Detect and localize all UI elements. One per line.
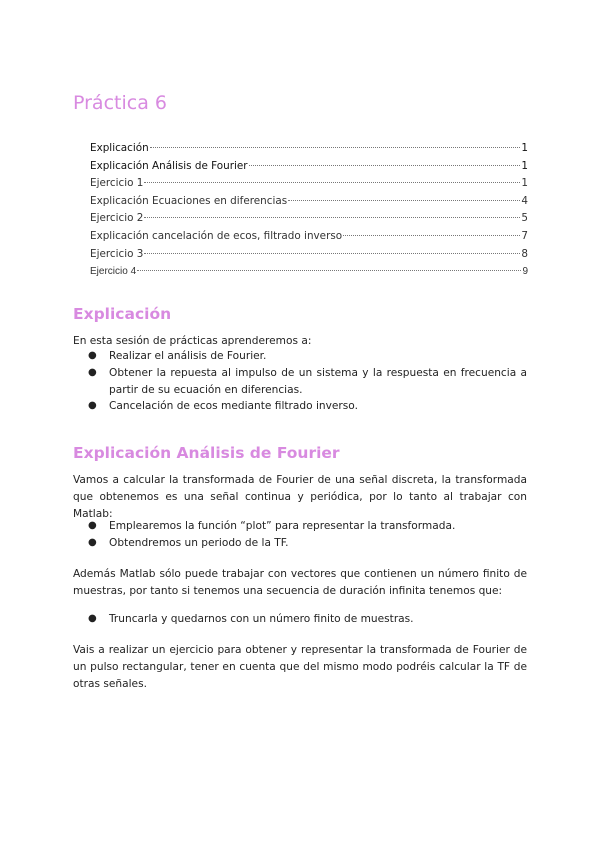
toc-entry[interactable] [90,246,528,264]
objectives-list [73,348,527,415]
section-heading-fourier: Explicación Análisis de Fourier [73,444,340,462]
toc-leader-dots [288,200,520,201]
toc-leader-dots [144,253,520,254]
toc-leader-dots [144,182,520,183]
bullet-dot-icon: ● [88,366,97,378]
toc-leader-dots [144,217,520,218]
list-item [73,398,527,415]
list-item-text: Obtener la repuesta al impulso de un sistema y la respuesta en frecuencia a partir de su ecuación en diferencias. [109,366,527,396]
list-item-text: Obtendremos un periodo de la TF. [109,536,289,549]
list-item-text: Emplearemos la función “plot” para representar la transformada. [109,520,456,532]
table-of-contents [90,140,528,281]
bullet-dot-icon: ● [88,400,97,412]
toc-entry-page: 8 [521,247,528,260]
toc-entry-page: 1 [521,142,528,154]
toc-entry-label: Explicación Ecuaciones en diferencias [90,194,288,207]
section-heading-explicacion: Explicación [73,305,172,323]
list-item-text: Realizar el análisis de Fourier. [109,350,267,362]
truncation-list [73,611,527,628]
list-item-text: Cancelación de ecos mediante filtrado inverso. [109,400,358,413]
list-item [73,365,527,399]
fourier-paragraph-1: Vamos a calcular la transformada de Fourier de una señal discreta, la transformada que obtenemos es una señal continua y periódica, por lo tanto al trabajar con Matlab: [73,474,527,520]
list-item [73,518,527,535]
bullet-dot-icon: ● [88,613,97,624]
toc-entry-label: Ejercicio 1 [90,177,144,190]
intro-paragraph: En esta sesión de prácticas aprenderemos a: [73,335,312,347]
toc-entry[interactable] [90,175,528,193]
toc-entry-label: Explicación cancelación de ecos, filtrado inverso [90,229,343,242]
toc-entry-page: 1 [521,177,528,190]
toc-entry-page: 9 [522,266,528,278]
toc-entry-page: 1 [521,159,528,172]
bullet-dot-icon: ● [88,520,97,531]
toc-entry-label: Explicación [90,142,149,154]
list-item [73,348,527,365]
bullet-dot-icon: ● [88,350,97,361]
toc-entry[interactable] [90,158,528,176]
toc-entry-page: 4 [521,194,528,207]
toc-entry[interactable] [90,228,528,246]
toc-entry[interactable] [90,140,528,158]
toc-leader-dots [150,147,521,148]
list-item-text: Truncarla y quedarnos con un número finito de muestras. [109,613,414,625]
toc-entry-label: Ejercicio 2 [90,212,144,225]
toc-entry-label: Explicación Análisis de Fourier [90,159,248,172]
toc-entry-label: Ejercicio 4 [90,266,137,278]
fourier-paragraph-3: Vais a realizar un ejercicio para obtener y representar la transformada de Fourier de un pulso rectangular, tener en cuenta que del mismo modo podréis calcular la TF de otras señales. [73,644,527,690]
toc-entry-page: 7 [521,229,528,242]
toc-leader-dots [137,270,521,271]
toc-entry-page: 5 [521,212,528,225]
toc-entry[interactable] [90,210,528,228]
toc-entry[interactable] [90,193,528,211]
fourier-paragraph-2: Además Matlab sólo puede trabajar con vectores que contienen un número finito de muestras, por tanto si tenemos una secuencia de duración infinita tenemos que: [73,568,527,597]
toc-leader-dots [343,235,520,236]
document-title: Práctica 6 [73,92,167,114]
toc-leader-dots [249,165,521,166]
toc-entry-label: Ejercicio 3 [90,247,144,260]
list-item [73,611,527,628]
list-item [73,535,527,552]
matlab-steps-list [73,518,527,552]
toc-entry[interactable] [90,263,528,281]
bullet-dot-icon: ● [88,536,97,548]
